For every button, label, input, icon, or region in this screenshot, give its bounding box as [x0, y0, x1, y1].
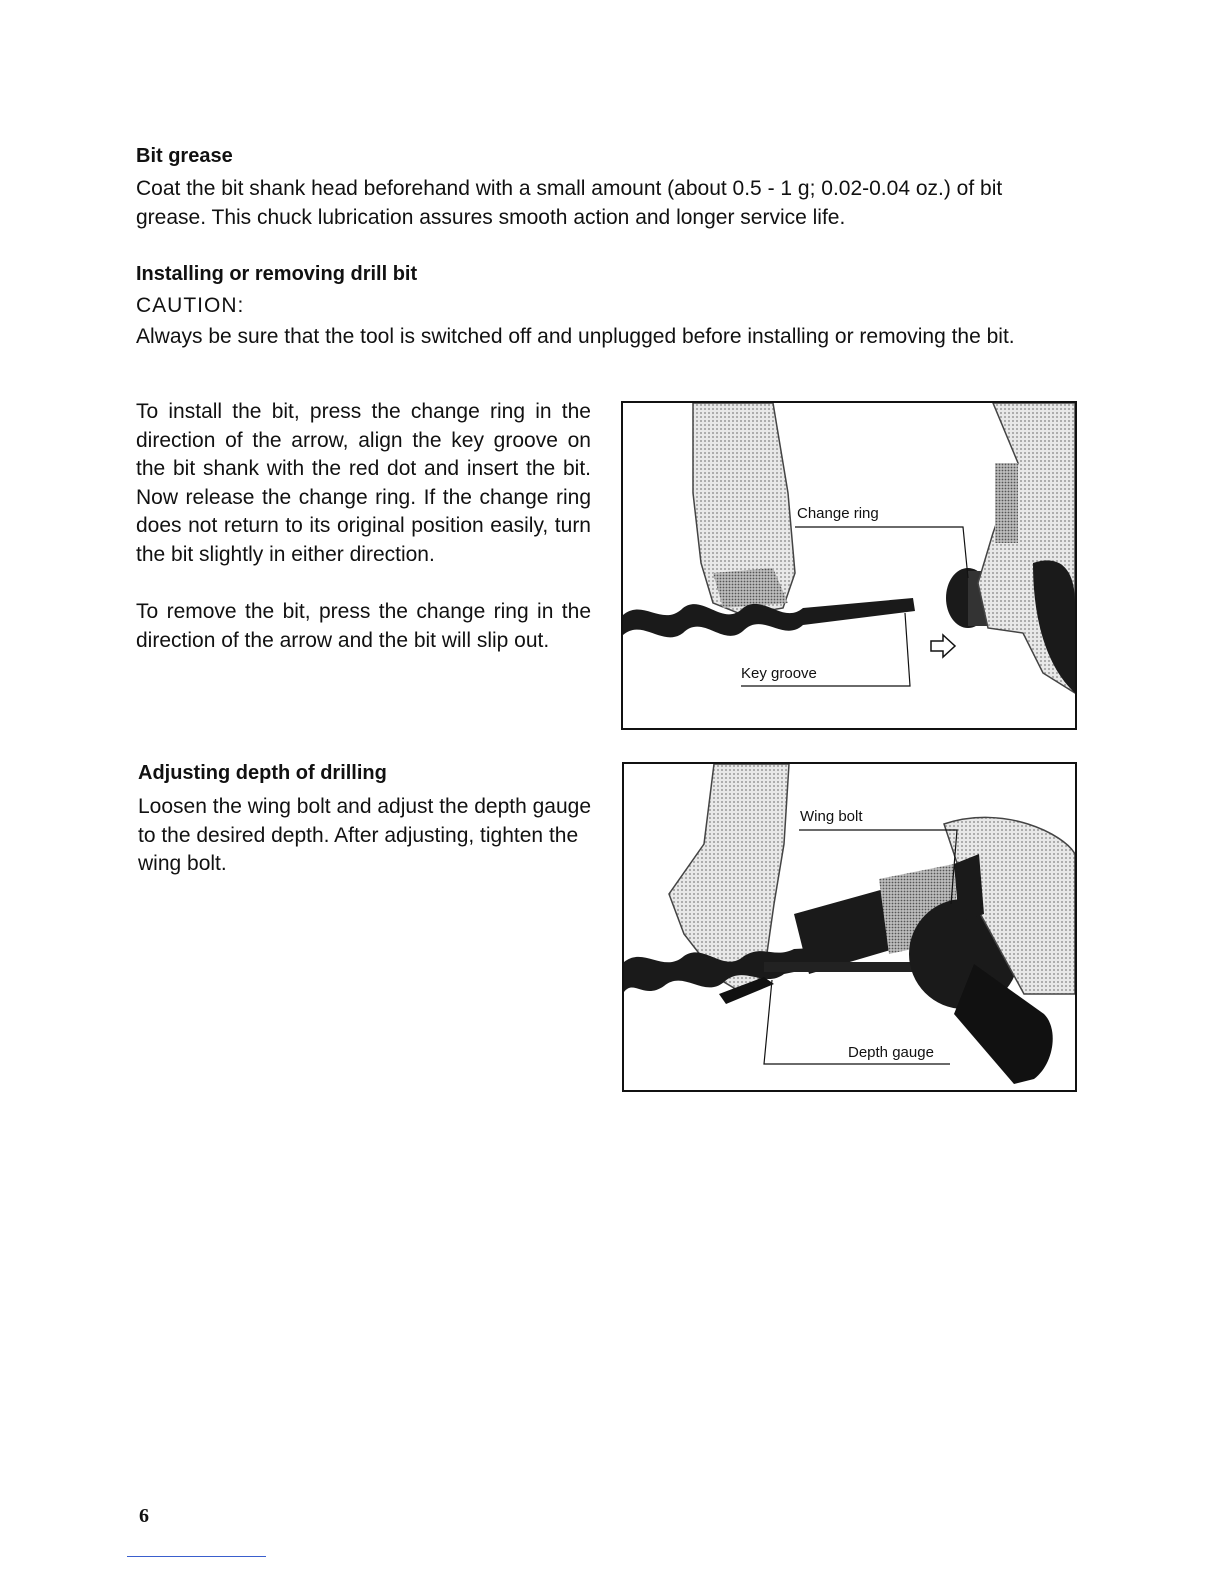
- page-number: 6: [139, 1505, 149, 1527]
- install-text: To install the bit, press the change ring in the direction of the arrow, align the key groove on the bit shank with the red dot and insert the bit. Now release the change ring. If the change ring does not return to its original position easily, turn the bit slightly in either direction.: [136, 400, 591, 566]
- paragraph-adjusting-depth: Loosen the wing bolt and adjust the depth gauge to the desired depth. After adjusting, tighten the wing bolt.: [138, 795, 592, 875]
- caution-text: Always be sure that the tool is switched off and unplugged before installing or removing the bit.: [136, 325, 1015, 348]
- callout-wing-bolt: Wing bolt: [800, 808, 863, 825]
- footer-rule: [127, 1556, 266, 1557]
- heading-bit-grease: Bit grease: [136, 145, 233, 167]
- heading-adjusting-depth: Adjusting depth of drilling: [138, 762, 387, 784]
- paragraph-bit-grease: Coat the bit shank head beforehand with a small amount (about 0.5 - 1 g; 0.02-0.04 oz.) of bit grease. This chuck lubrication assures smooth action and longer service life.: [136, 177, 1003, 229]
- heading-install-remove-bit: Installing or removing drill bit: [136, 263, 418, 285]
- figure-install-bit: [621, 401, 1077, 730]
- figure-depth-gauge: [622, 762, 1077, 1092]
- callout-key-groove: Key groove: [741, 665, 817, 682]
- remove-text: To remove the bit, press the change ring in the direction of the arrow and the bit will slip out.: [136, 600, 591, 652]
- callout-depth-gauge: Depth gauge: [848, 1044, 934, 1061]
- caution-label: CAUTION:: [136, 294, 245, 317]
- callout-change-ring: Change ring: [797, 505, 879, 522]
- install-bit-photo: [623, 403, 1075, 728]
